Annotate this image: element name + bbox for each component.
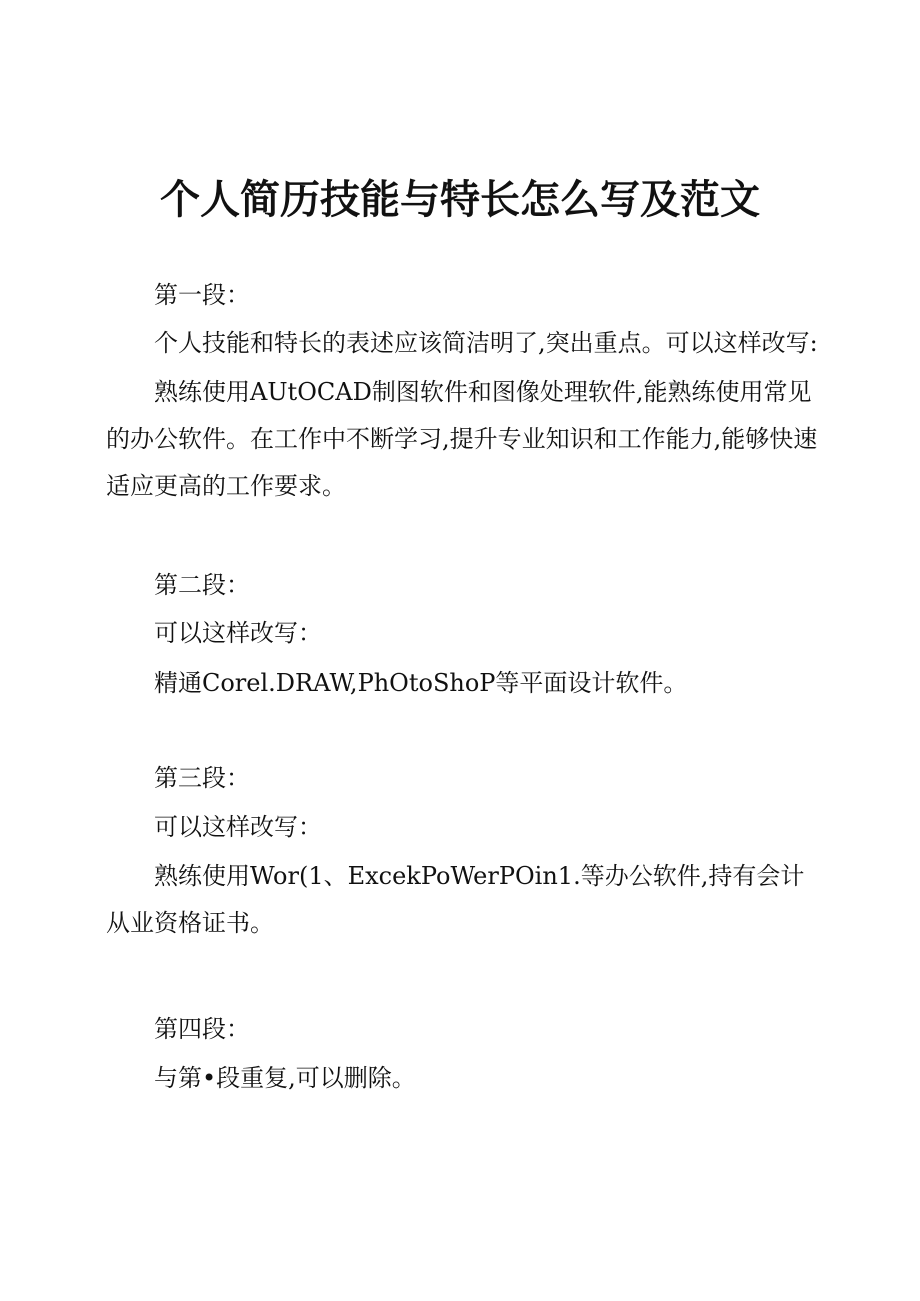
section-3-heading: 第三段： xyxy=(154,764,250,792)
section-1-heading: 第一段： xyxy=(154,281,250,309)
section-4-heading: 第四段： xyxy=(154,1015,250,1043)
section-2-heading: 第二段： xyxy=(154,571,250,599)
section-1-line-1: 个人技能和特长的表述应该简洁明了,突出重点。可以这样改写: xyxy=(154,329,818,357)
section-3-line-1: 可以这样改写： xyxy=(154,813,322,841)
section-4-line-1: 与第•段重复,可以删除。 xyxy=(154,1064,416,1092)
document-title: 个人简历技能与特长怎么写及范文 xyxy=(160,177,760,223)
section-3-line-2: 熟练使用Wor(1、ExcekPoWerPOin1.等办公软件,持有会计从业资格证书。 xyxy=(106,862,805,937)
section-2-line-2: 精通Corel.DRAW,PhOtoShoP等平面设计软件。 xyxy=(154,669,688,697)
section-2-line-1: 可以这样改写： xyxy=(154,619,322,647)
section-1-line-2: 熟练使用AUtOCAD制图软件和图像处理软件,能熟练使用常见的办公软件。在工作中不断学习,提升专业知识和工作能力,能够快速适应更高的工作要求。 xyxy=(106,378,818,500)
